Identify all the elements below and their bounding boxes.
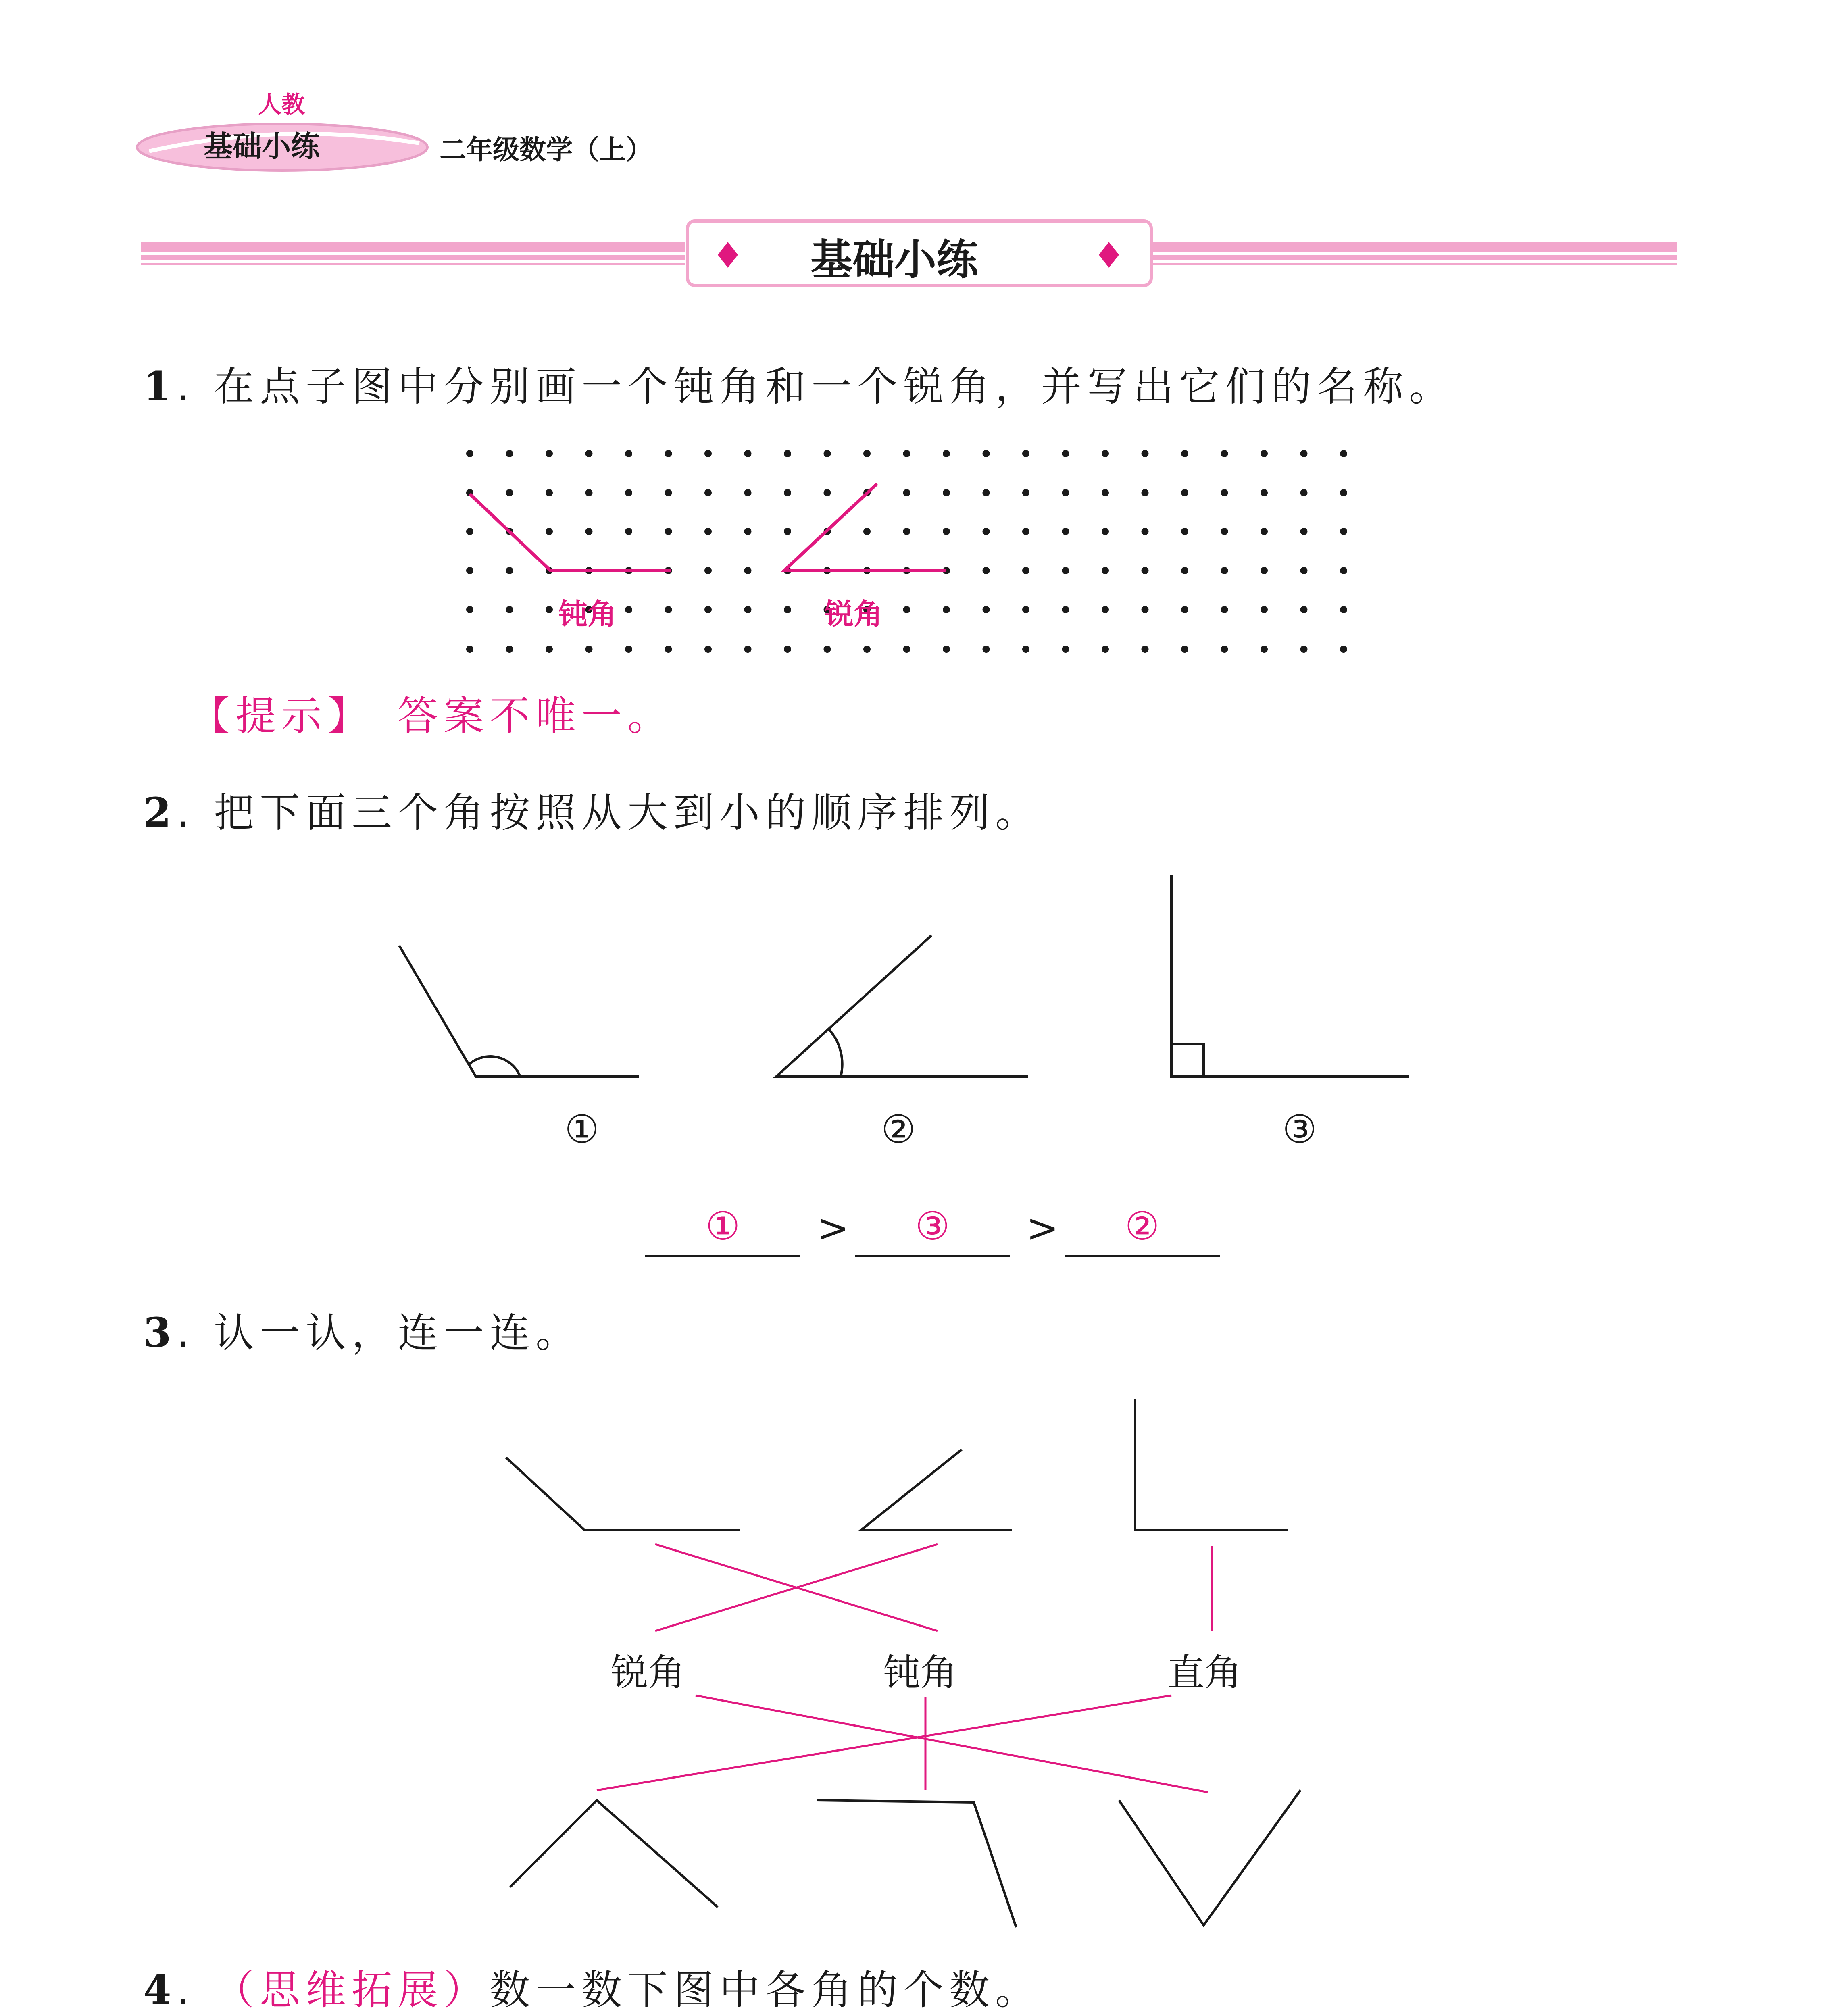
grid-dot (744, 489, 752, 496)
grid-dot (466, 606, 473, 613)
grid-dot (704, 567, 712, 574)
grid-dot (546, 450, 553, 457)
q3-bottom-right (1119, 1790, 1300, 1925)
grid-dot (1261, 646, 1268, 653)
q3-bottom-obtuse (817, 1800, 1016, 1927)
grid-dot (943, 489, 950, 496)
grid-dot (1221, 450, 1228, 457)
grid-dot (1221, 606, 1228, 613)
grid-dot (1340, 528, 1347, 535)
grid-dot (1142, 646, 1149, 653)
grid-dot (824, 646, 831, 653)
grid-dot (744, 567, 752, 574)
grid-dot (625, 450, 632, 457)
q2-label-1: ① (565, 1107, 600, 1152)
grid-dot (983, 450, 990, 457)
grid-dot (1102, 567, 1109, 574)
header-series: 基础小练 (204, 129, 320, 163)
q4-text: 数一数下图中各角的个数。 (490, 1966, 1042, 2014)
grid-dot (903, 450, 910, 457)
grid-dot (1300, 450, 1308, 457)
grid-dot (704, 450, 712, 457)
grid-dot (466, 450, 473, 457)
grid-dot (744, 528, 752, 535)
grid-dot (1142, 528, 1149, 535)
grid-dot (585, 646, 593, 653)
q3-text: . 认一认，连一连。 (177, 1309, 582, 1356)
q2-number: 2 (143, 789, 177, 836)
grid-dot (506, 646, 513, 653)
grid-dot (1300, 489, 1308, 496)
grid-dot (625, 489, 632, 496)
grid-dot (1261, 606, 1268, 613)
grid-dot (1022, 450, 1029, 457)
grid-dot (943, 606, 950, 613)
grid-dot (1300, 646, 1308, 653)
q1-text: . 在点子图中分别画一个钝角和一个锐角，并写出它们的名称。 (177, 363, 1455, 410)
acute-angle-drawing (784, 484, 946, 571)
grid-dot (943, 646, 950, 653)
grid-dot (1300, 528, 1308, 535)
grid-dot (546, 646, 553, 653)
grid-dot (625, 646, 632, 653)
q2-answer-3: ② (1125, 1204, 1160, 1249)
banner-title: 基础小练 (810, 235, 979, 284)
grid-dot (1062, 450, 1069, 457)
grid-dot (1022, 567, 1029, 574)
grid-dot (466, 528, 473, 535)
q2-answer-2: ③ (915, 1204, 950, 1249)
grid-dot (546, 606, 553, 613)
grid-dot (665, 450, 672, 457)
q3-prompt (143, 1300, 581, 1358)
q1-label-obtuse: 钝角 (558, 597, 617, 631)
grid-dot (1340, 567, 1347, 574)
grid-dot (546, 489, 553, 496)
q3-label-acute: 锐角 (611, 1651, 685, 1694)
grid-dot (1102, 646, 1109, 653)
q1-label-acute: 锐角 (825, 597, 883, 631)
grid-dot (1300, 606, 1308, 613)
grid-dot (506, 489, 513, 496)
q2-angle-3 (1171, 875, 1409, 1077)
q4-tag: （思维拓展） (214, 1966, 490, 2014)
grid-dot (704, 606, 712, 613)
q2-angle-1 (399, 946, 639, 1077)
grid-dot (585, 528, 593, 535)
grid-dot (625, 528, 632, 535)
grid-dot (784, 646, 791, 653)
header-publisher: 人教 (258, 91, 305, 118)
q1-drawn-angles (470, 484, 946, 571)
q2-prompt (143, 780, 1041, 838)
grid-dot (1022, 606, 1029, 613)
grid-dot (1221, 646, 1228, 653)
q2-label-2: ② (881, 1107, 916, 1152)
q2-answer-1: ① (705, 1204, 740, 1249)
q2-gt-1: > (817, 1206, 849, 1251)
grid-dot (1300, 567, 1308, 574)
grid-dot (1022, 489, 1029, 496)
q3-top-acute (861, 1450, 1012, 1530)
grid-dot (983, 606, 990, 613)
grid-dot (1181, 528, 1188, 535)
grid-dot (983, 489, 990, 496)
q1-prompt (143, 354, 1455, 412)
obtuse-angle-drawing (470, 494, 671, 571)
grid-dot (1261, 489, 1268, 496)
grid-dot (863, 450, 871, 457)
grid-dot (784, 450, 791, 457)
grid-dot (784, 528, 791, 535)
grid-dot (665, 606, 672, 613)
q3-top-angles (506, 1399, 1288, 1530)
grid-dot (466, 567, 473, 574)
grid-dot (1022, 528, 1029, 535)
grid-dot (1181, 567, 1188, 574)
grid-dot (1221, 528, 1228, 535)
grid-dot (1102, 450, 1109, 457)
grid-dot (943, 528, 950, 535)
grid-dot (1102, 528, 1109, 535)
grid-dot (506, 450, 513, 457)
grid-dot (1102, 489, 1109, 496)
grid-dot (1340, 450, 1347, 457)
grid-dot (903, 528, 910, 535)
grid-dot (983, 646, 990, 653)
grid-dot (824, 450, 831, 457)
q3-bottom-acute (510, 1800, 718, 1907)
q1-number: 1 (143, 362, 177, 410)
q3-bottom-angles (510, 1790, 1300, 1927)
grid-dot (744, 450, 752, 457)
q2-gt-2: > (1026, 1206, 1059, 1251)
grid-dot (1340, 646, 1347, 653)
grid-dot (1221, 567, 1228, 574)
grid-dot (1340, 606, 1347, 613)
grid-dot (1062, 489, 1069, 496)
q2-angles (399, 875, 1409, 1077)
q3-top-right (1135, 1399, 1288, 1530)
grid-dot (1261, 450, 1268, 457)
grid-dot (1062, 646, 1069, 653)
grid-dot (1142, 450, 1149, 457)
grid-dot (625, 606, 632, 613)
grid-dot (506, 567, 513, 574)
grid-dot (704, 646, 712, 653)
q2-text: . 把下面三个角按照从大到小的顺序排列。 (177, 789, 1042, 836)
q2-angle-2 (776, 935, 1028, 1077)
q1-hint (190, 683, 673, 741)
grid-dot (983, 567, 990, 574)
grid-dot (585, 489, 593, 496)
grid-dot (824, 489, 831, 496)
grid-dot (665, 489, 672, 496)
q3-top-obtuse (506, 1458, 740, 1530)
grid-dot (943, 450, 950, 457)
grid-dot (1142, 606, 1149, 613)
q4-prefix: . (177, 1966, 214, 2014)
q3-label-right: 直角 (1167, 1651, 1242, 1694)
grid-dot (744, 646, 752, 653)
grid-dot (1340, 489, 1347, 496)
grid-dot (506, 606, 513, 613)
grid-dot (1062, 606, 1069, 613)
grid-dot (1181, 606, 1188, 613)
grid-dot (863, 646, 871, 653)
grid-dot (1181, 646, 1188, 653)
grid-dot (784, 606, 791, 613)
grid-dot (1062, 528, 1069, 535)
grid-dot (1062, 567, 1069, 574)
q4-prompt (143, 1958, 1041, 2016)
grid-dot (1181, 450, 1188, 457)
grid-dot (784, 489, 791, 496)
grid-dot (744, 606, 752, 613)
grid-dot (665, 528, 672, 535)
q1-hint-label: 【提示】 (190, 692, 373, 739)
q2-label-3: ③ (1282, 1107, 1317, 1152)
grid-dot (1102, 606, 1109, 613)
grid-dot (1181, 489, 1188, 496)
grid-dot (983, 528, 990, 535)
grid-dot (1261, 567, 1268, 574)
grid-dot (704, 528, 712, 535)
grid-dot (665, 646, 672, 653)
grid-dot (585, 450, 593, 457)
grid-dot (1022, 646, 1029, 653)
grid-dot (863, 528, 871, 535)
grid-dot (903, 646, 910, 653)
grid-dot (466, 646, 473, 653)
q1-hint-text: 答案不唯一。 (398, 692, 673, 739)
grid-dot (903, 606, 910, 613)
grid-dot (1142, 489, 1149, 496)
grid-dot (1221, 489, 1228, 496)
grid-dot (546, 528, 553, 535)
q3-number: 3 (143, 1309, 177, 1356)
q3-label-obtuse: 钝角 (883, 1651, 958, 1694)
q4-number: 4 (143, 1966, 177, 2014)
header-grade: 二年级数学（上） (440, 134, 652, 165)
grid-dot (903, 489, 910, 496)
grid-dot (704, 489, 712, 496)
grid-dot (1261, 528, 1268, 535)
grid-dot (1142, 567, 1149, 574)
